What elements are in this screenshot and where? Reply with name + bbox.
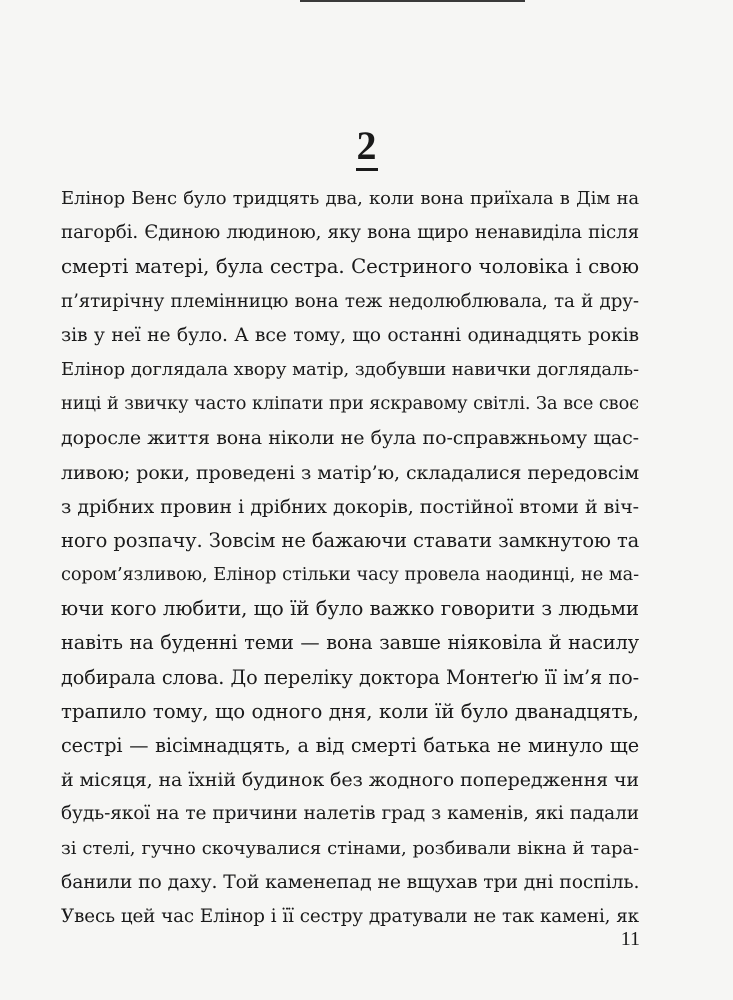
chapter-number <box>0 122 733 170</box>
body-line: добирала слова. До переліку доктора Монтеґю її ім’я по- <box>61 665 639 689</box>
body-line: ливою; роки, проведені з матір’ю, складалися передовсім <box>61 461 639 484</box>
body-line: банили по даху. Той каменепад не вщухав три дні поспіль. <box>61 871 640 893</box>
page-number: 11 <box>620 928 640 950</box>
body-line: Елінор доглядала хвору матір, здобувши навички доглядаль- <box>61 358 639 380</box>
body-text <box>61 182 639 934</box>
body-line: пагорбі. Єдиною людиною, яку вона щиро ненавиділа після <box>61 222 639 244</box>
body-line: й місяця, на їхній будинок без жодного попередження чи <box>61 769 639 792</box>
body-line: трапило тому, що одного дня, коли їй було дванадцять, <box>61 699 639 723</box>
body-line: смерті матері, була сестра. Сестриного чоловіка і свою <box>61 255 639 279</box>
body-line: сестрі — вісімнадцять, а від смерті батька не минуло ще <box>61 734 639 757</box>
body-line: ного розпачу. Зовсім не бажаючи ставати замкнутою та <box>61 528 640 552</box>
top-edge-rule <box>300 0 525 2</box>
body-line: Увесь цей час Елінор і її сестру дратували не так камені, як <box>61 905 639 927</box>
body-line: зів у неї не було. А все тому, що останні одинадцять років <box>61 324 639 346</box>
body-line: з дрібних провин і дрібних докорів, постійної втоми й віч- <box>61 495 639 518</box>
body-line: ниці й звичку часто кліпати при яскравому світлі. За все своє <box>61 394 639 415</box>
body-line: сором’язливою, Елінор стільки часу провела наодинці, не ма- <box>61 565 639 586</box>
body-line: будь-якої на те причини налетів град з каменів, які падали <box>61 803 639 825</box>
body-line: ючи кого любити, що їй було важко говорити з людьми <box>61 597 639 621</box>
body-line: п’ятирічну племінницю вона теж недолюблювала, та й дру- <box>61 290 639 312</box>
chapter-number-text: 2 <box>356 123 378 171</box>
body-line: зі стелі, гучно скочувалися стінами, розбивали вікна й тара- <box>61 837 639 859</box>
body-line: Елінор Венс було тридцять два, коли вона приїхала в Дім на <box>61 188 639 209</box>
body-line: навіть на буденні теми — вона завше ніяковіла й насилу <box>61 631 639 655</box>
body-line: доросле життя вона ніколи не була по-справжньому щас- <box>61 427 639 450</box>
